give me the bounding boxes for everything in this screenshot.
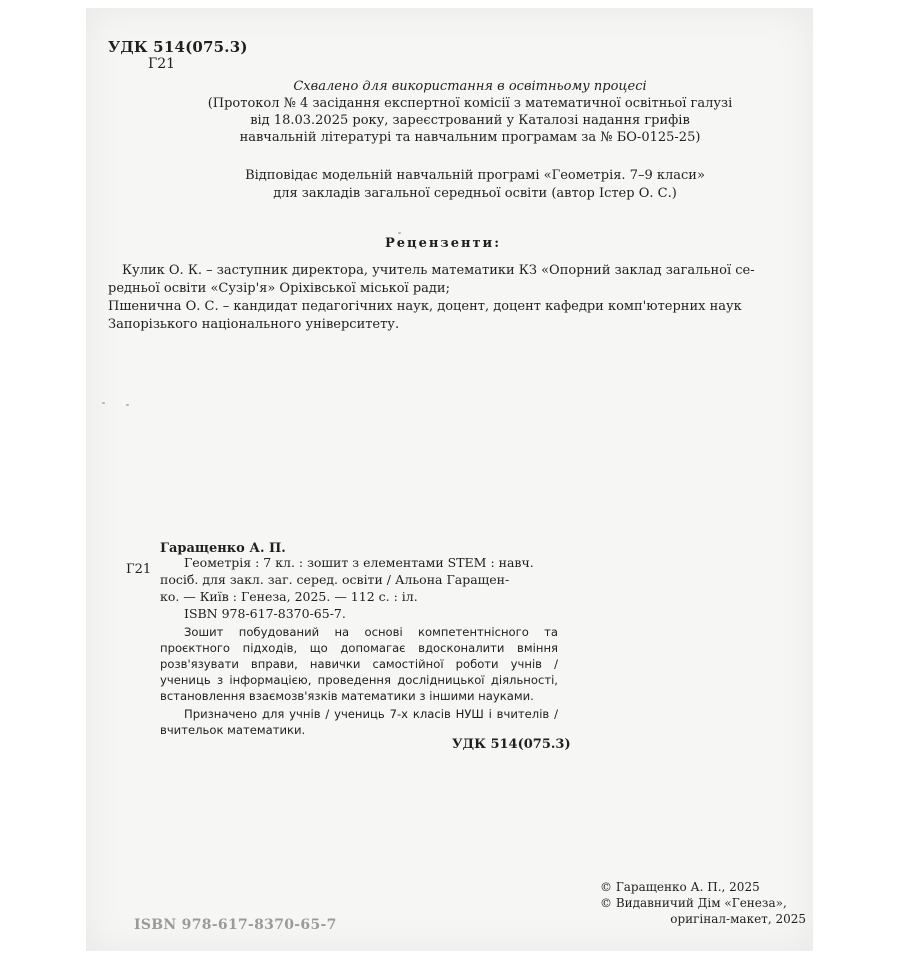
udk-header: УДК 514(075.3) [108, 38, 248, 56]
catalog-isbn: ISBN 978-617-8370-65-7. [184, 606, 346, 621]
catalog-audience: Призначено для учнів / учениць 7-х класів НУШ і вчителів / вчительок математики. [160, 707, 558, 737]
program-line: Відповідає модельній навчальній програмі «Геометрія. 7–9 класи» [245, 168, 705, 183]
catalog-udk: УДК 514(075.3) [452, 737, 571, 752]
copyright-publisher: © Видавничий Дім «Генеза», [600, 896, 787, 910]
scan-speck [126, 404, 129, 406]
copyright-layout: оригінал-макет, 2025 [670, 912, 806, 926]
reviewer-1-line-2: редньої освіти «Сузір'я» Оріхівської міської ради; [108, 281, 450, 296]
reviewers-block [108, 250, 788, 334]
program-block [170, 167, 780, 203]
scan-background-right [813, 0, 900, 959]
approval-block [160, 78, 780, 146]
reviewers-title: Рецензенти: [384, 236, 501, 251]
catalog-abstract: Зошит побудований на основі компетентнісного та проєктного підходів, що допомагає вдосконалити вміння розв'язувати вправи, навички самостійної роботи учнів / учениць з інформацією, проведення дослідницької діяльності, встановлення взаємозв'язків математики з іншими науками. [160, 625, 558, 703]
approval-number-line: навчальній літературі та навчальним програмам за № БО-0125-25) [239, 130, 701, 145]
program-author-line: для закладів загальної середньої освіти (автор Істер О. С.) [273, 186, 677, 201]
catalog-code: Г21 [126, 562, 152, 577]
catalog-desc-line-3: ко. — Київ : Генеза, 2025. — 112 с. : іл. [160, 589, 418, 604]
copyright-block [600, 879, 806, 927]
catalog-author: Гаращенко А. П. [160, 541, 286, 556]
copyright-author: © Гаращенко А. П., 2025 [600, 880, 760, 894]
reviewer-2-line-2: Запорізького національного університету. [108, 317, 400, 332]
reviewer-1-line-1: Кулик О. К. – заступник директора, учитель математики КЗ «Опорний заклад загальної се- [122, 263, 755, 278]
scan-speck [102, 402, 105, 404]
catalog-desc-line-2: посіб. для закл. заг. серед. освіти / Альона Гаращен- [160, 572, 510, 587]
catalog-card [160, 552, 558, 738]
approval-date-line: від 18.03.2025 року, зареєстрований у Каталозі надання грифів [250, 113, 690, 128]
scan-background-left [0, 0, 86, 959]
scan-speck [398, 232, 401, 234]
reviewer-2-line-1: Пшенична О. С. – кандидат педагогічних наук, доцент, доцент кафедри комп'ютерних наук [108, 299, 742, 314]
footer-isbn: ISBN 978-617-8370-65-7 [134, 917, 337, 933]
author-code-header: Г21 [148, 56, 176, 72]
approval-title: Схвалено для використання в освітньому процесі [293, 79, 647, 94]
approval-protocol-line: (Протокол № 4 засідання експертної комісії з математичної освітньої галузі [207, 96, 733, 111]
catalog-desc-line-1: Геометрія : 7 кл. : зошит з елементами STEM : навч. [184, 555, 534, 570]
book-page [86, 8, 813, 951]
